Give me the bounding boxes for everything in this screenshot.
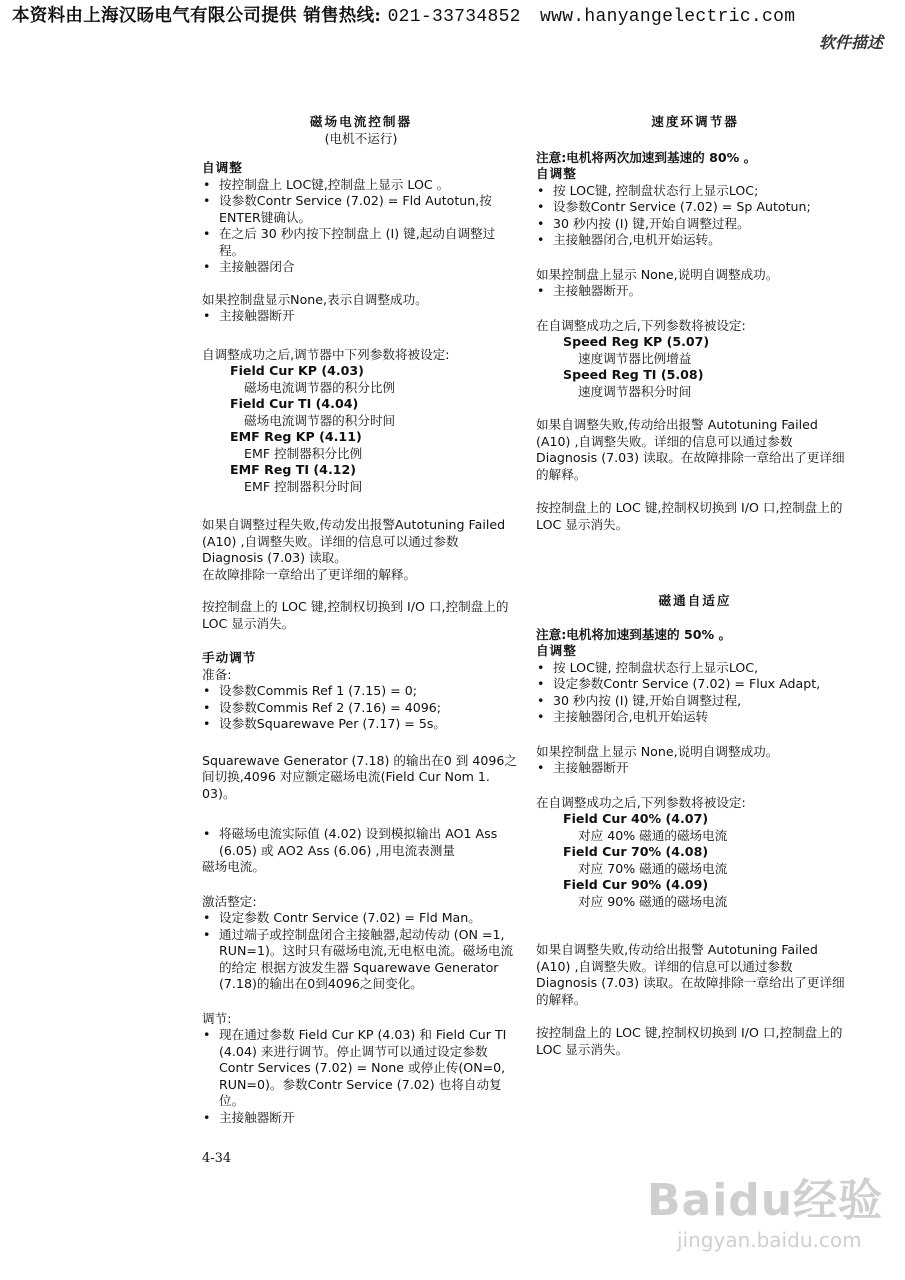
watermark-url: jingyan.baidu.com — [677, 1228, 862, 1252]
param-name: Field Cur KP (4.03) — [230, 363, 364, 378]
baidu-watermark — [617, 1156, 887, 1266]
section-subtitle: (电机不运行) — [324, 130, 398, 146]
flux-steps — [536, 660, 854, 726]
paragraph-after: 自调整成功之后,调节器中下列参数将被设定: — [202, 346, 450, 362]
list-item: • 设参数Contr Service (7.02) = Sp Autotun; — [536, 199, 854, 216]
section-title-speed: 速度环调节器 — [651, 114, 739, 129]
speed-steps — [536, 183, 854, 249]
activate-steps — [202, 910, 520, 993]
paragraph-loc: 按控制盘上的 LOC 键,控制权切换到 I/O 口,控制盘上的 LOC 显示消失。 — [202, 599, 509, 631]
param-name: Speed Reg KP (5.07) — [563, 334, 710, 349]
list-item: • 主接触器断开 — [536, 760, 854, 777]
list-item: • 设参数Squarewave Per (7.17) = 5s。 — [202, 716, 520, 733]
paragraph-speed-fail: 如果自调整失败,传动给出报警 Autotuning Failed (A10) ,自调整失败。详细的信息可以通过参数 Diagnosis (7.03) 读取。在故障排除一章给出了更详细的解释。 — [536, 417, 845, 482]
label-adjust: 调节: — [202, 1010, 232, 1026]
right-column — [536, 114, 854, 1058]
banner-url[interactable]: www.hanyangelectric.com — [539, 7, 796, 27]
paragraph-measure-tail: 磁场电流。 — [202, 859, 265, 874]
list-item: • 主接触器断开 — [202, 308, 520, 325]
left-column — [202, 114, 520, 1126]
param-name: EMF Reg KP (4.11) — [230, 429, 362, 444]
param-desc: 磁场电流调节器的积分比例 — [244, 379, 396, 395]
heading-autotune: 自调整 — [202, 160, 243, 175]
param-desc: 磁场电流调节器的积分时间 — [244, 412, 396, 428]
param-desc: EMF 控制器积分时间 — [244, 478, 363, 494]
adjust-steps — [202, 1027, 520, 1126]
list-item: • 按控制盘上 LOC键,控制盘上显示 LOC 。 — [202, 177, 520, 194]
label-prep: 准备: — [202, 666, 232, 682]
autotune-steps — [202, 177, 520, 276]
param-name: Field Cur 70% (4.08) — [563, 844, 709, 859]
watermark-brand: Baidu经验 — [647, 1175, 884, 1226]
list-item: • 设定参数Contr Service (7.02) = Flux Adapt, — [536, 676, 854, 693]
heading-flux-autotune: 自调整 — [536, 643, 577, 658]
list-item: • 主接触器闭合 — [202, 259, 520, 276]
list-item: • 在之后 30 秒内按下控制盘上 (I) 键,起动自调整过程。 — [202, 226, 520, 259]
paragraph-fail: 如果自调整过程失败,传动发出报警Autotuning Failed (A10) ,自调整失败。详细的信息可以通过参数 Diagnosis (7.03) 读取。 — [202, 517, 506, 565]
page-number: 4-34 — [202, 1151, 232, 1166]
list-item: • 30 秒内按 (I) 键,开始自调整过程。 — [536, 216, 854, 233]
list-item: • 主接触器断开。 — [536, 283, 854, 300]
paragraph-flux-loc: 按控制盘上的 LOC 键,控制权切换到 I/O 口,控制盘上的 LOC 显示消失。 — [536, 1025, 843, 1057]
list-item: • 通过端子或控制盘闭合主接触器,起动传动 (ON =1, RUN=1)。这时只有磁场电流,无电枢电流。磁场电流的给定 根据方波发生器 Squarewave Generator (7.18)的输出在0到4096之间变化。 — [202, 927, 520, 993]
measure-steps — [202, 826, 520, 859]
paragraph-success: 如果控制盘显示None,表示自调整成功。 — [202, 291, 428, 307]
list-item: • 设参数Commis Ref 1 (7.15) = 0; — [202, 683, 520, 700]
paragraph-squarewave: Squarewave Generator (7.18) 的输出在0 到 4096之间切换,4096 对应额定磁场电流(Field Cur Nom 1. 03)。 — [202, 752, 518, 801]
prep-steps — [202, 683, 520, 733]
list-item: • 30 秒内按 (I) 键,开始自调整过程, — [536, 693, 854, 710]
param-name: Field Cur TI (4.04) — [230, 396, 359, 411]
section-tag: 软件描述 — [818, 33, 883, 52]
param-desc: 对应 90% 磁通的磁场电流 — [578, 893, 728, 909]
flux-success-steps — [536, 760, 854, 777]
success-steps — [202, 308, 520, 325]
label-activate: 激活整定: — [202, 893, 257, 909]
param-name: Speed Reg TI (5.08) — [563, 367, 704, 382]
note-flux: 注意:电机将加速到基速的 50% 。 — [536, 626, 732, 642]
section-title-field-current: 磁场电流控制器 — [309, 114, 413, 129]
heading-speed-autotune: 自调整 — [536, 166, 577, 181]
heading-manual: 手动调节 — [202, 650, 257, 665]
list-item: • 主接触器闭合,电机开始运转 — [536, 709, 854, 726]
list-item: • 按 LOC键, 控制盘状态行上显示LOC; — [536, 183, 854, 200]
paragraph-fail-detail: 在故障排除一章给出了更详细的解释。 — [202, 566, 417, 582]
list-item: • 设参数Commis Ref 2 (7.16) = 4096; — [202, 700, 520, 717]
banner-company: 本资料由上海汉旸电气有限公司提供 销售热线: — [12, 6, 382, 26]
paragraph-speed-loc: 按控制盘上的 LOC 键,控制权切换到 I/O 口,控制盘上的 LOC 显示消失。 — [536, 500, 843, 532]
list-item: • 主接触器闭合,电机开始运转。 — [536, 232, 854, 249]
paragraph-flux-after: 在自调整成功之后,下列参数将被设定: — [536, 794, 746, 810]
list-item: • 主接触器断开 — [202, 1110, 520, 1127]
param-desc: 速度调节器比例增益 — [578, 350, 692, 366]
paragraph-flux-success: 如果控制盘上显示 None,说明自调整成功。 — [536, 743, 779, 759]
param-desc: 对应 70% 磁通的磁场电流 — [578, 860, 728, 876]
param-name: Field Cur 40% (4.07) — [563, 811, 709, 826]
param-name: EMF Reg TI (4.12) — [230, 462, 357, 477]
list-item: • 按 LOC键, 控制盘状态行上显示LOC, — [536, 660, 854, 677]
note-speed: 注意:电机将两次加速到基速的 80% 。 — [536, 149, 757, 165]
list-item: • 设参数Contr Service (7.02) = Fld Autotun,按 ENTER键确认。 — [202, 193, 520, 226]
speed-success-steps — [536, 283, 854, 300]
paragraph-speed-success: 如果控制盘上显示 None,说明自调整成功。 — [536, 266, 779, 282]
param-desc: 对应 40% 磁通的磁场电流 — [578, 827, 728, 843]
param-desc: EMF 控制器积分比例 — [244, 445, 363, 461]
list-item: • 设定参数 Contr Service (7.02) = Fld Man。 — [202, 910, 520, 927]
paragraph-speed-after: 在自调整成功之后,下列参数将被设定: — [536, 317, 746, 333]
section-title-flux: 磁通自适应 — [658, 593, 732, 608]
list-item: • 现在通过参数 Field Cur KP (4.03) 和 Field Cur TI (4.04) 来进行调节。停止调节可以通过设定参数 Contr Services (7.02) = None 或停止传(ON=0, RUN=0)。参数Contr Service (7.02) 也将自动复位。 — [202, 1027, 520, 1110]
list-item: • 将磁场电流实际值 (4.02) 设到模拟输出 AO1 Ass (6.05) 或 AO2 Ass (6.06) ,用电流表测量 — [202, 826, 520, 859]
paragraph-flux-fail: 如果自调整失败,传动给出报警 Autotuning Failed (A10) ,自调整失败。详细的信息可以通过参数 Diagnosis (7.03) 读取。在故障排除一章给出了更详细的解释。 — [536, 942, 845, 1007]
param-name: Field Cur 90% (4.09) — [563, 877, 709, 892]
param-desc: 速度调节器积分时间 — [578, 383, 692, 399]
banner-phone: 021-33734852 — [387, 7, 521, 27]
header-banner — [12, 2, 902, 26]
